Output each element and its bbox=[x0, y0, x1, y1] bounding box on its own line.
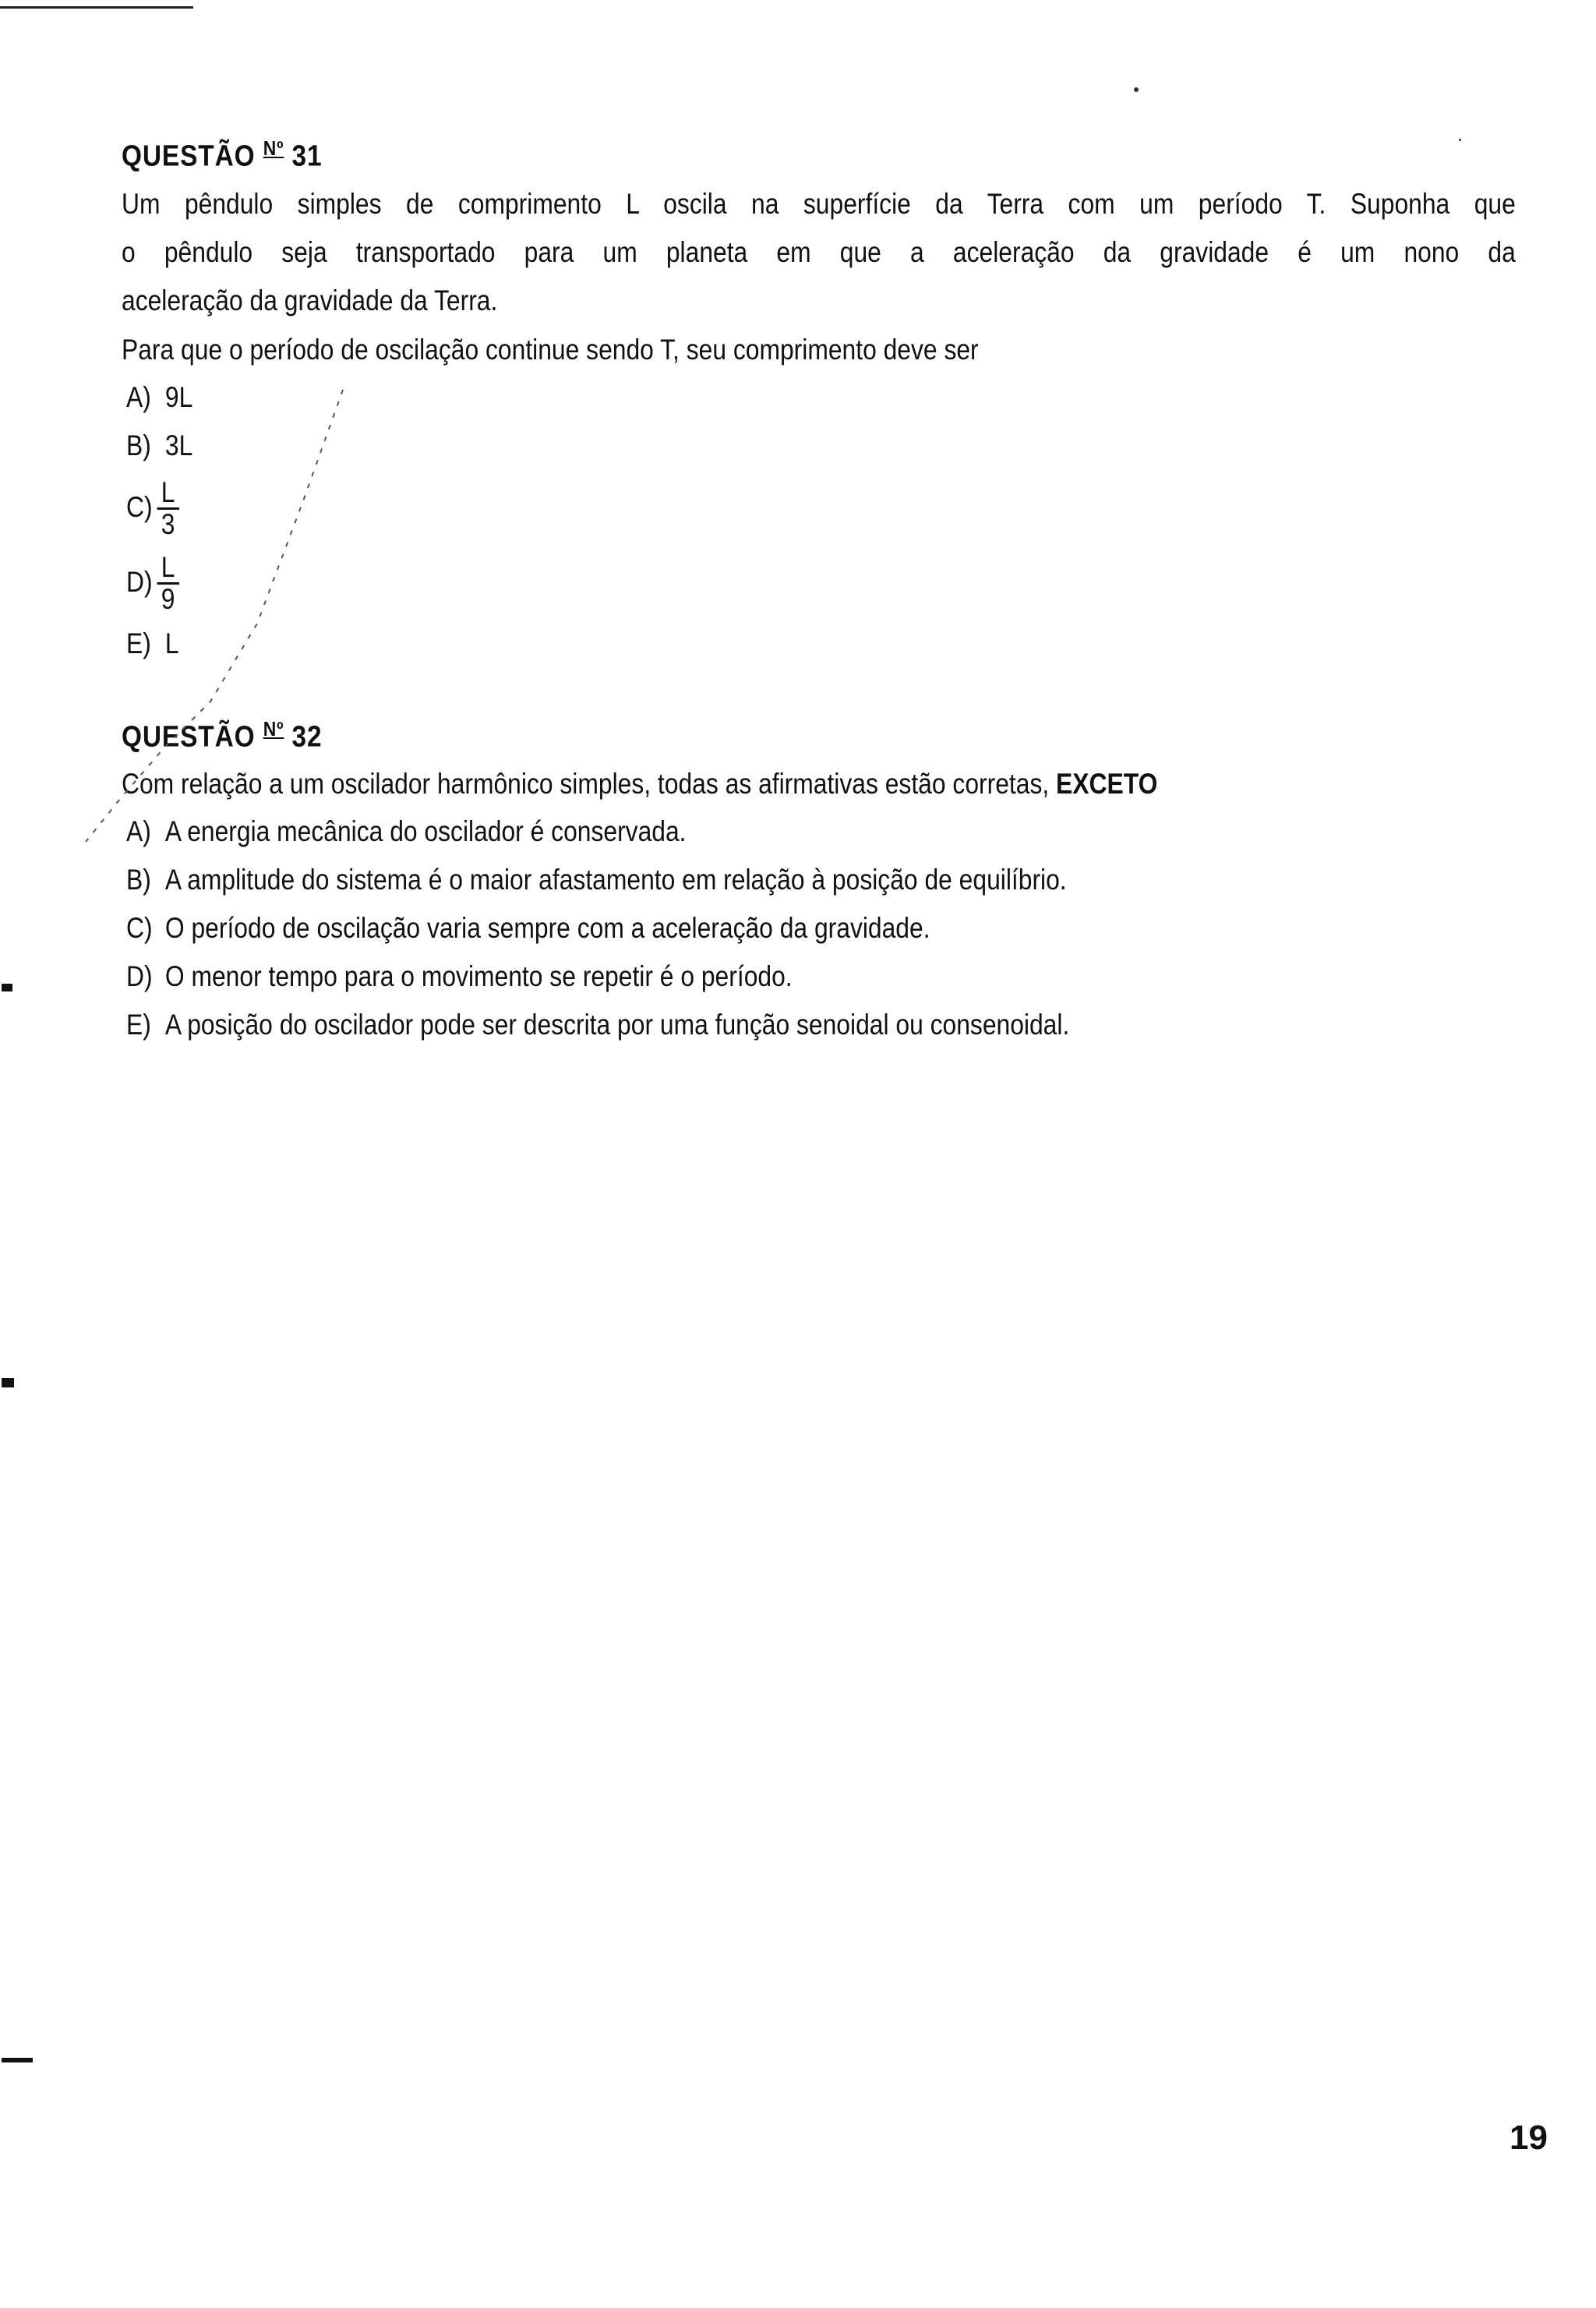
option-b[interactable] bbox=[126, 422, 1329, 470]
paragraph-line: o pêndulo seja transportado para um planeta em que a aceleração da gravidade é um nono da bbox=[122, 235, 1516, 268]
question-31-stem: Para que o período de oscilação continue sendo T, seu comprimento deve ser bbox=[122, 333, 979, 366]
question-word: QUESTÃO bbox=[122, 720, 256, 754]
option-e[interactable] bbox=[126, 620, 1329, 668]
question-32 bbox=[122, 717, 1524, 1049]
fraction-numerator: L bbox=[157, 553, 179, 585]
scan-edge-mark bbox=[2, 984, 12, 991]
option-text: A energia mecânica do oscilador é conservada. bbox=[164, 815, 687, 847]
question-31-options bbox=[122, 373, 1524, 668]
option-text: 3L bbox=[164, 429, 193, 461]
question-31-title bbox=[122, 136, 1356, 174]
page-number: 19 bbox=[1509, 2119, 1548, 2157]
option-b[interactable] bbox=[126, 856, 1329, 904]
option-d[interactable] bbox=[126, 545, 1329, 620]
option-letter: E) bbox=[126, 627, 151, 659]
option-c[interactable] bbox=[126, 470, 1329, 545]
option-letter: D) bbox=[126, 565, 153, 598]
option-letter: C) bbox=[126, 490, 153, 523]
option-text: O menor tempo para o movimento se repetir é o período. bbox=[164, 960, 793, 992]
option-text: O período de oscilação varia sempre com a aceleração da gravidade. bbox=[164, 911, 930, 944]
fraction-denominator: 3 bbox=[161, 508, 175, 541]
question-number: 32 bbox=[291, 720, 323, 754]
number-mark: Nº bbox=[263, 136, 284, 160]
top-rule bbox=[0, 6, 193, 9]
option-c[interactable] bbox=[126, 904, 1329, 953]
question-32-title bbox=[122, 717, 1356, 755]
question-number: 31 bbox=[291, 140, 323, 173]
fraction-numerator: L bbox=[157, 478, 179, 510]
scan-edge-mark bbox=[2, 1378, 14, 1387]
option-letter: B) bbox=[126, 863, 151, 896]
question-31 bbox=[122, 136, 1524, 668]
question-31-paragraph bbox=[122, 180, 1516, 325]
number-mark: Nº bbox=[263, 717, 284, 740]
option-e[interactable] bbox=[126, 1001, 1329, 1049]
fraction bbox=[157, 553, 179, 614]
question-32-stem bbox=[122, 761, 1328, 808]
option-text: 9L bbox=[164, 380, 193, 413]
stray-dot bbox=[1134, 87, 1139, 92]
option-a[interactable] bbox=[126, 373, 1329, 422]
option-letter: A) bbox=[126, 380, 151, 413]
question-word: QUESTÃO bbox=[122, 140, 256, 173]
option-letter: A) bbox=[126, 815, 151, 847]
stem-emphasis: EXCETO bbox=[1056, 767, 1158, 800]
scan-edge-mark bbox=[2, 2058, 33, 2062]
option-text: A amplitude do sistema é o maior afastamento em relação à posição de equilíbrio. bbox=[164, 863, 1067, 896]
option-letter: E) bbox=[126, 1008, 151, 1041]
fraction bbox=[157, 478, 179, 539]
stem-text: Com relação a um oscilador harmônico simples, todas as afirmativas estão corretas, bbox=[122, 767, 1050, 800]
option-letter: B) bbox=[126, 429, 151, 461]
paragraph-line: aceleração da gravidade da Terra. bbox=[122, 284, 498, 316]
paragraph-line: Um pêndulo simples de comprimento L oscila na superfície da Terra com um período T. Suponha que bbox=[122, 187, 1516, 220]
question-32-options bbox=[122, 808, 1524, 1049]
option-text: L bbox=[164, 627, 179, 659]
option-letter: C) bbox=[126, 911, 153, 944]
fraction-denominator: 9 bbox=[161, 583, 175, 616]
option-d[interactable] bbox=[126, 953, 1329, 1001]
option-a[interactable] bbox=[126, 808, 1329, 856]
option-text: A posição do oscilador pode ser descrita por uma função senoidal ou consenoidal. bbox=[164, 1008, 1070, 1041]
option-letter: D) bbox=[126, 960, 153, 992]
